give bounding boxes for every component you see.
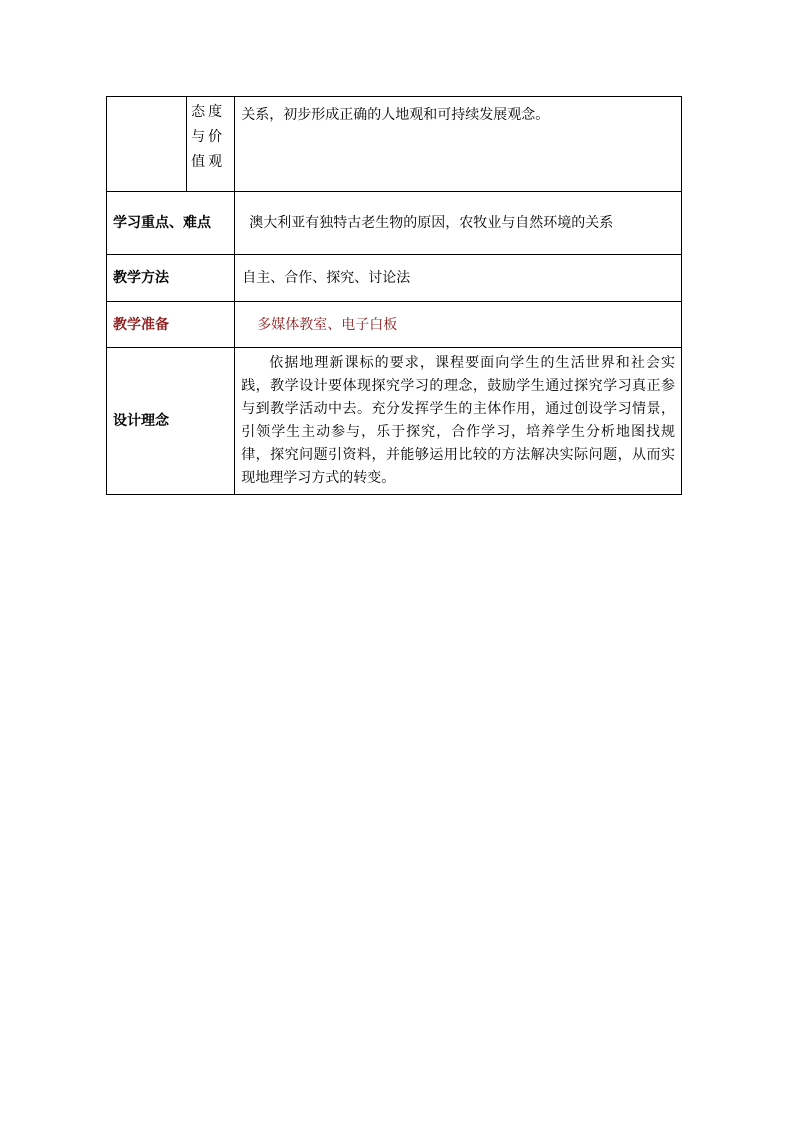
- table-row-attitude: [107, 97, 682, 192]
- preparation-content: 多媒体教室、电子白板: [235, 302, 682, 348]
- table-row-design-idea: [107, 348, 682, 495]
- methods-label: 教学方法: [107, 255, 235, 302]
- attitude-content: 关系，初步形成正确的人地观和可持续发展观念。: [235, 97, 682, 192]
- table-row-key-points: [107, 192, 682, 255]
- table-row-preparation: [107, 302, 682, 348]
- key-points-content: 澳大利亚有独特古老生物的原因，农牧业与自然环境的关系: [235, 192, 682, 255]
- table-row-methods: [107, 255, 682, 302]
- attitude-sublabel: 态度与价值观: [187, 97, 235, 192]
- lesson-plan-table: [106, 96, 682, 495]
- methods-content: 自主、合作、探究、讨论法: [235, 255, 682, 302]
- design-idea-label: 设计理念: [107, 348, 235, 495]
- preparation-label: 教学准备: [107, 302, 235, 348]
- design-idea-content: 依据地理新课标的要求，课程要面向学生的生活世界和社会实践，教学设计要体现探究学习的理念，鼓励学生通过探究学习真正参与到教学活动中去。充分发挥学生的主体作用，通过创设学习情景，引领学生主动参与，乐于探究，合作学习，培养学生分析地图找规律，探究问题引资料，并能够运用比较的方法解决实际问题，从而实现地理学习方式的转变。: [235, 348, 682, 495]
- empty-label-cell: [107, 97, 187, 192]
- key-points-label: 学习重点、难点: [107, 192, 235, 255]
